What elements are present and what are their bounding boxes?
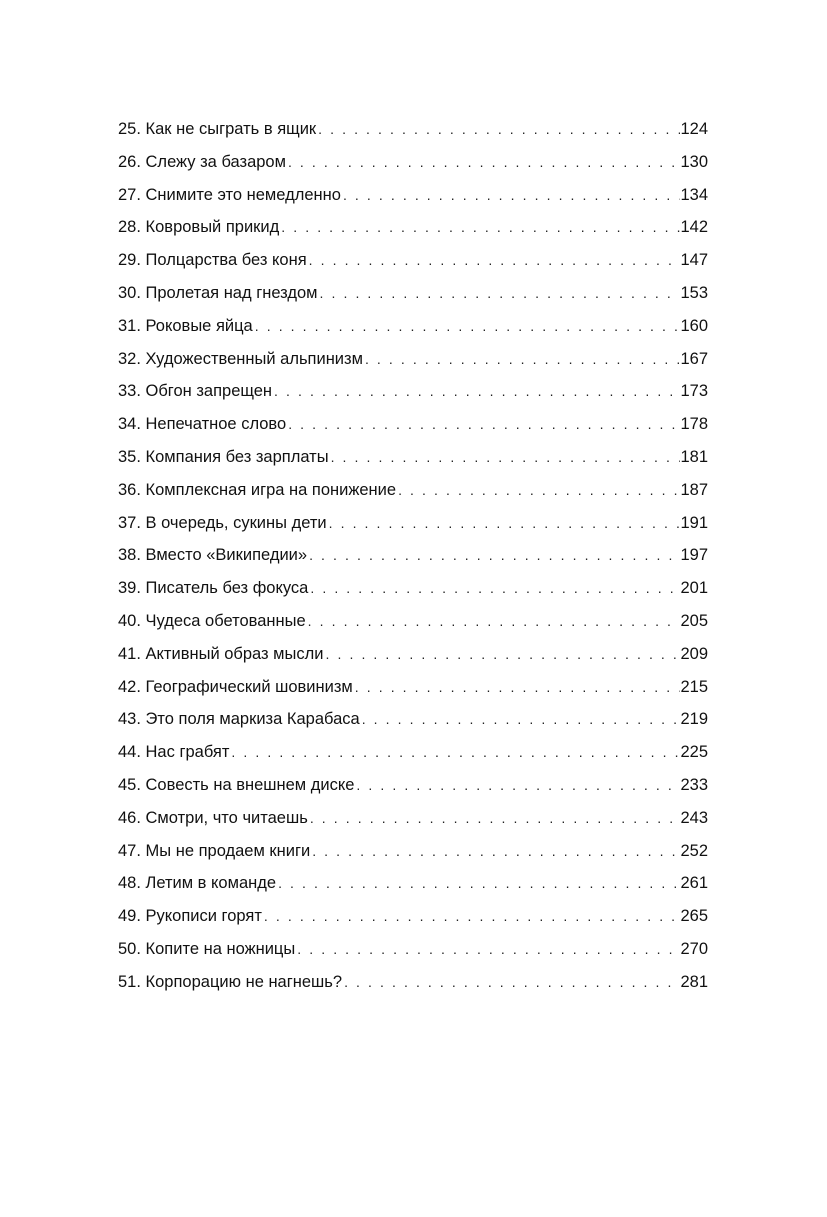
toc-dot-leader [310,802,681,835]
toc-entry-title: 27. Снимите это немедленно [118,185,341,204]
toc-entry-title: 32. Художественный альпинизм [118,349,363,368]
toc-entry [118,703,708,736]
toc-entry [118,343,708,376]
toc-entry-title: 36. Комплексная игра на понижение [118,480,397,499]
toc-dot-leader [343,179,681,212]
toc-entry-title: 51. Корпорацию не нагнешь? [118,972,343,991]
toc-entry-title: 42. Географический шовинизм [118,677,353,696]
toc-entry-title: 35. Компания без зарплаты [118,447,329,466]
toc-entry-title: 38. Вместо «Википедии» [118,546,308,565]
toc-dot-leader [297,933,680,966]
toc-entry-title: 33. Обгон запрещен [118,382,273,401]
toc-dot-leader [288,408,680,441]
toc-entry-title: 43. Это поля маркиза Карабаса [118,710,360,729]
toc-entry-page: 219 [680,710,708,729]
toc-dot-leader [344,966,680,999]
toc-dot-leader [329,507,681,540]
toc-entry-title: 31. Роковые яйца [118,316,253,335]
toc-dot-leader [398,474,680,507]
toc-entry [118,113,708,146]
toc-entry-title: 49. Рукописи горят [118,907,262,926]
toc-entry-page: 130 [680,152,708,171]
toc-entry-page: 147 [680,251,708,270]
table-of-contents [118,113,708,999]
toc-entry-page: 197 [680,546,708,565]
toc-entry [118,277,708,310]
toc-entry-page: 270 [680,939,708,958]
toc-entry [118,802,708,835]
toc-entry-title: 41. Активный образ мысли [118,644,324,663]
toc-dot-leader [255,310,681,343]
toc-dot-leader [356,769,680,802]
toc-entry-page: 134 [680,185,708,204]
toc-entry-page: 265 [680,907,708,926]
toc-entry-page: 209 [680,644,708,663]
toc-entry [118,507,708,540]
toc-entry [118,867,708,900]
toc-entry-title: 26. Слежу за базаром [118,152,286,171]
toc-dot-leader [309,244,681,277]
toc-entry-page: 178 [680,415,708,434]
toc-entry [118,146,708,179]
toc-dot-leader [312,835,680,868]
toc-entry-page: 233 [680,775,708,794]
toc-entry-page: 191 [680,513,708,532]
toc-dot-leader [318,113,680,146]
toc-entry [118,408,708,441]
toc-entry [118,572,708,605]
toc-entry-page: 153 [680,283,708,302]
toc-entry [118,539,708,572]
toc-entry-title: 28. Ковровый прикид [118,218,280,237]
toc-entry-title: 39. Писатель без фокуса [118,579,309,598]
toc-entry [118,179,708,212]
toc-dot-leader [231,736,680,769]
toc-entry-page: 167 [680,349,708,368]
toc-entry-page: 252 [680,841,708,860]
toc-entry [118,966,708,999]
toc-entry [118,638,708,671]
toc-entry-page: 187 [680,480,708,499]
toc-entry-page: 205 [680,611,708,630]
toc-entry-title: 34. Непечатное слово [118,415,287,434]
toc-entry-title: 50. Копите на ножницы [118,939,296,958]
toc-entry-title: 40. Чудеса обетованные [118,611,306,630]
toc-dot-leader [264,900,681,933]
toc-dot-leader [308,605,681,638]
toc-entry-title: 47. Мы не продаем книги [118,841,311,860]
toc-entry-page: 201 [680,579,708,598]
toc-entry [118,835,708,868]
toc-entry-page: 225 [680,743,708,762]
toc-entry [118,933,708,966]
toc-entry-title: 29. Полцарства без коня [118,251,307,270]
toc-entry-title: 44. Нас грабят [118,743,230,762]
toc-entry-page: 243 [680,808,708,827]
toc-entry-page: 160 [680,316,708,335]
toc-dot-leader [278,867,680,900]
toc-entry [118,474,708,507]
toc-entry-page: 281 [680,972,708,991]
toc-entry [118,769,708,802]
toc-entry-page: 261 [680,874,708,893]
toc-dot-leader [288,146,681,179]
toc-dot-leader [355,671,681,704]
toc-entry [118,736,708,769]
toc-dot-leader [326,638,681,671]
toc-entry-title: 25. Как не сыграть в ящик [118,120,317,138]
toc-dot-leader [309,539,680,572]
toc-dot-leader [331,441,681,474]
toc-entry [118,900,708,933]
toc-entry-page: 181 [680,447,708,466]
toc-entry-page: 142 [680,218,708,237]
toc-entry-page: 124 [680,120,708,138]
toc-entry-title: 37. В очередь, сукины дети [118,513,327,532]
toc-entry [118,605,708,638]
toc-dot-leader [310,572,680,605]
toc-entry [118,211,708,244]
toc-entry [118,310,708,343]
toc-entry-page: 215 [680,677,708,696]
toc-dot-leader [320,277,681,310]
toc-entry [118,671,708,704]
toc-entry-title: 30. Пролетая над гнездом [118,283,318,302]
toc-dot-leader [365,343,681,376]
toc-entry [118,375,708,408]
toc-entry-title: 45. Совесть на внешнем диске [118,775,355,794]
toc-entry [118,244,708,277]
toc-entry-title: 48. Летим в команде [118,874,277,893]
toc-entry-page: 173 [680,382,708,401]
toc-dot-leader [274,375,680,408]
toc-entry [118,441,708,474]
toc-entry-title: 46. Смотри, что читаешь [118,808,308,827]
toc-dot-leader [281,211,680,244]
toc-dot-leader [362,703,681,736]
